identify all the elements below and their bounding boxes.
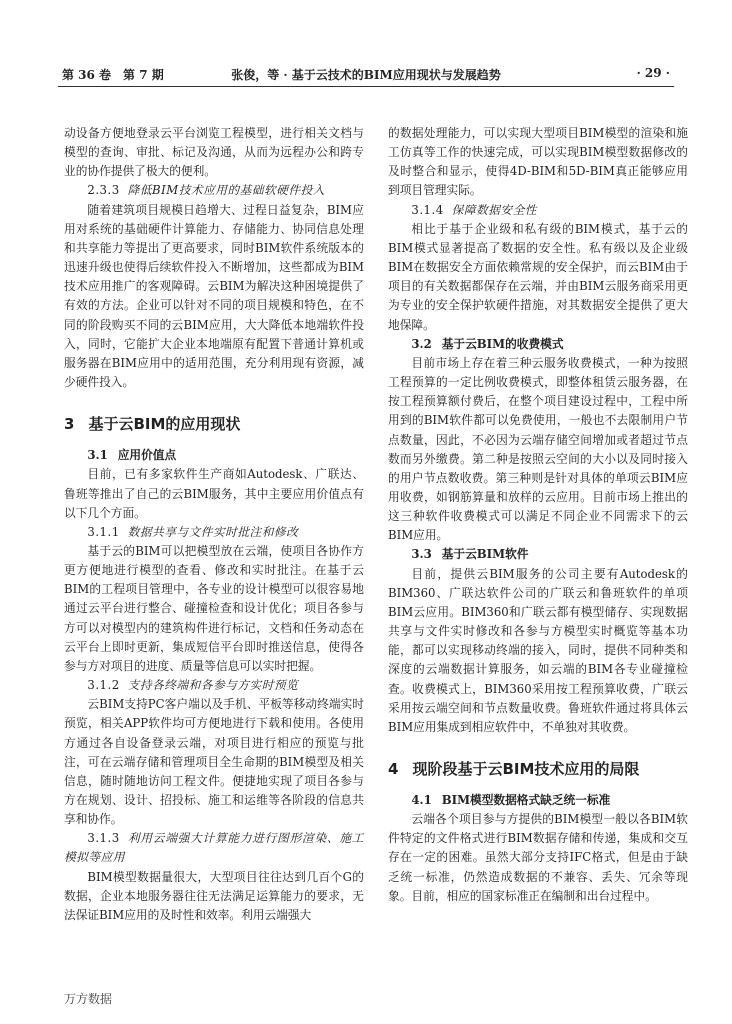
heading-number: 4.1 [411, 793, 432, 807]
heading-title: 利用云端强大计算能力进行图形渲染、施工模拟等应用 [64, 831, 364, 865]
heading-number: 3 [64, 415, 75, 434]
heading-title: 支持各终端和各参与方实时预览 [127, 678, 299, 693]
footer-source: 万方数据 [64, 992, 113, 1006]
heading-number: 3.3 [411, 547, 432, 562]
heading-title: 基于云BIM的应用现状 [88, 415, 241, 434]
paragraph: 目前市场上存在着三种云服务收费模式，一种为按照工程预算的一定比例收费模式，即整体租赁云服务器，在按工程预算额付费后，在整个项目建设过程中，工程中所用到的BIM软件都可以免费使用，一般也不去限制用户节点数量，因此，不必因为云端存储空间增加或者超过节点数而另外缴费。第二种是按照云空间的大小以及同时接入的用户节点数收费。第三种则是针对具体的单项云BIM应用收费，如钢筋算量和放样的云应用。目前市场上推出的这三种软件收费模式可以满足不同企业不同需求下的云BIM应用。 [388, 355, 688, 543]
subsection-heading-3-1-2 [64, 676, 364, 695]
paragraph: 动设备方便地登录云平台浏览工程模型，进行相关文档与模型的查询、审批、标记及沟通，从而为远程办公和跨专业的协作提供了极大的便利。 [64, 126, 364, 179]
paragraph: 云端各个项目参与方提供的BIM模型一般以各BIM软件特定的文件格式进行BIM数据存储和传递，集成和交互存在一定的困难。虽然大部分支持IFC格式，但是由于缺乏统一标准，仍然造成数据的不兼容、丢失、冗余等现象。目前，相应的国家标准正在编制和出台过程中。 [388, 812, 688, 903]
subsection-heading-3-2 [388, 335, 688, 354]
paragraph: 目前，已有多家软件生产商如Autodesk、广联达、鲁班等推出了自己的云BIM服务，其中主要应用价值点有以下几个方面。 [64, 467, 364, 520]
subsection-heading-3-1 [64, 446, 364, 465]
heading-title: 降低BIM技术应用的基础软硬件投入 [127, 183, 325, 198]
running-title: 张俊，等 · 基于云技术的BIM应用现状与发展趋势 [231, 68, 501, 82]
heading-title: 现阶段基于云BIM技术应用的局限 [412, 760, 640, 778]
subsection-heading-2-3-3 [64, 181, 364, 200]
paragraph: 随着建筑项目规模日趋增大、过程日益复杂，BIM应用对系统的基础硬件计算能力、存储能力、协同信息处理和共享能力等提出了更高要求，同时BIM软件系统版本的迅速升级也使得后续软件投入不断增加，这些都成为BIM技术应用推广的客观障碍。云BIM为解决这种困境提供了有效的方法。企业可以针对不同的项目规模和特色，在不同的阶段购买不同的云BIM应用，大大降低本地端软件投入，同时，它能扩大企业本地端原有配置下普通计算机或服务器在BIM应用中的适用范围，充分利用现有资源，减少硬件投入。 [64, 202, 364, 390]
heading-title: 数据共享与文件实时批注和修改 [127, 524, 299, 539]
heading-title: 保障数据安全性 [451, 202, 537, 217]
subsection-heading-3-3 [388, 545, 688, 564]
paragraph: BIM模型数据量很大，大型项目往往达到几百个G的数据，企业本地服务器往往无法满足运算能力的要求，无法保证BIM应用的及时性和效率。利用云端强大 [64, 869, 364, 922]
paragraph: 的数据处理能力，可以实现大型项目BIM模型的渲染和施工仿真等工作的快速完成，可以实现BIM模型数据修改的及时整合和显示，使得4D-BIM和5D-BIM真正能够应用到项目管理实际。 [388, 126, 688, 198]
heading-number: 4 [388, 760, 399, 778]
section-heading-4 [388, 759, 688, 779]
heading-number: 3.1.4 [411, 202, 444, 217]
journal-volume-issue: 第 36 卷 第 7 期 [62, 68, 164, 82]
right-column [388, 124, 688, 906]
paragraph: 云BIM支持PC客户端以及手机、平板等移动终端实时预览，相关APP软件均可方便地进行下载和使用。各使用方通过各自设备登录云端，对项目进行相应的预览与批注，可在云端存储和管理项目全生命期的BIM模型及相关信息，随时随地访问工程文件。便捷地实现了项目各参与方在规划、设计、招投标、施工和运维等各阶段的信息共享和协作。 [64, 697, 364, 827]
paragraph: 基于云的BIM可以把模型放在云端，使项目各协作方更方便地进行模型的查看、修改和实时批注。在基于云BIM的工程项目管理中，各专业的设计模型可以很容易地通过云平台进行整合、碰撞检查和设计优化；项目各参与方可以对模型内的建筑构件进行标记，文档和任务动态在云平台上即时更新，集成短信平台即时推送信息，使得各参与方对项目的进度、质量等信息可以实时把握。 [64, 543, 364, 673]
paragraph: 目前，提供云BIM服务的公司主要有Autodesk的BIM360、广联达软件公司的广联云和鲁班软件的单项BIM云应用。BIM360和广联云都有模型储存、实现数据共享与文件实时修改和各参与方模型实时概览等基本功能，都可以实现移动终端的接入，同时，提供不同种类和深度的云端数据计算服务，如云端的BIM各专业碰撞检查。收费模式上，BIM360采用按工程预算收费，广联云采用按云端空间和节点数量收费。鲁班软件通过将具体云BIM应用集成到相应软件中，不单独对其收费。 [388, 566, 688, 734]
heading-number: 3.1.1 [87, 524, 120, 539]
heading-number: 3.1 [87, 448, 108, 463]
heading-title: 基于云BIM软件 [441, 547, 529, 562]
heading-number: 3.2 [411, 336, 432, 351]
paragraph: 相比于基于企业级和私有级的BIM模式，基于云的BIM模式显著提高了数据的安全性。私有级以及企业级BIM在数据安全方面依赖常规的安全保护，而云BIM由于项目的有关数据都保存在云端，并由BIM云服务商采用更为专业的安全保护软硬件措施，对其数据安全提供了更大地保障。 [388, 221, 688, 332]
heading-title: 基于云BIM的收费模式 [441, 336, 564, 351]
running-header [58, 60, 674, 87]
heading-title: 应用价值点 [117, 448, 177, 463]
section-heading-3 [64, 414, 364, 434]
page-number: · 29 · [636, 66, 670, 80]
subsection-heading-4-1 [388, 791, 688, 810]
heading-number: 3.1.3 [87, 831, 120, 846]
heading-number: 2.3.3 [87, 183, 120, 198]
heading-title: BIM模型数据格式缺乏统一标准 [441, 793, 611, 807]
subsection-heading-3-1-4 [388, 201, 688, 220]
subsection-heading-3-1-3 [64, 829, 364, 867]
subsection-heading-3-1-1 [64, 523, 364, 542]
left-column [64, 124, 364, 925]
heading-number: 3.1.2 [87, 678, 120, 693]
